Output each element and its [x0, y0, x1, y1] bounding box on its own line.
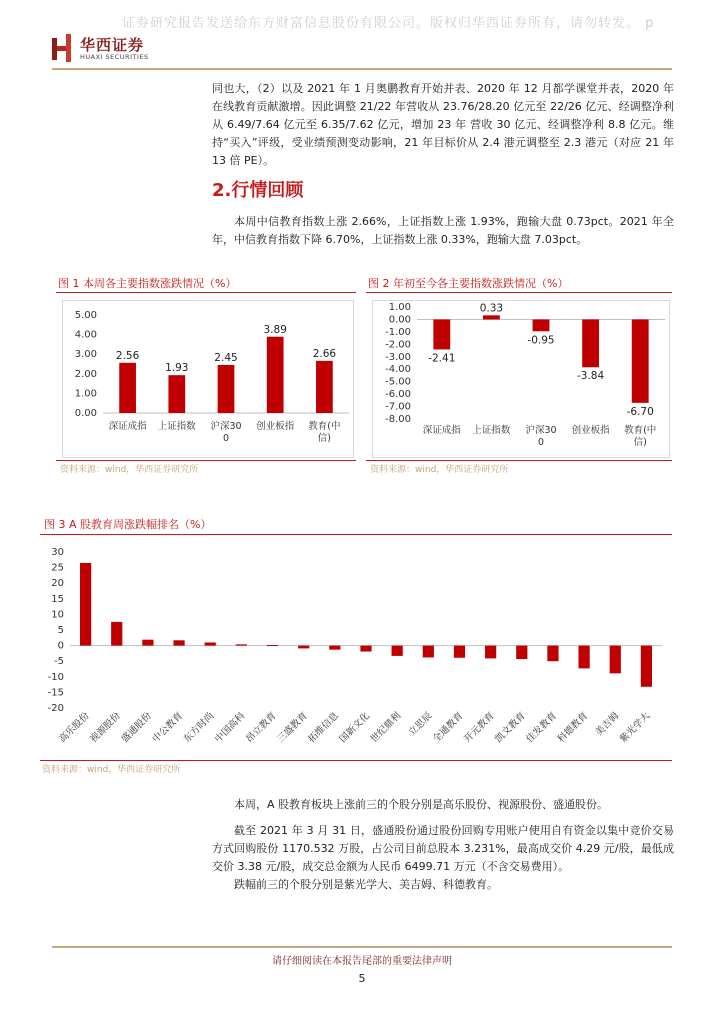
header-divider: [52, 68, 672, 70]
figure-3-bottom-rule: [40, 760, 672, 761]
fig1-data-label: 3.89: [263, 323, 287, 336]
fig3-category-label: 东方时尚: [181, 710, 217, 746]
body-paragraph-2: 截至 2021 年 3 月 31 日，盛通股份通过股份回购专用账户使用自有资金以集中竞价交易方式回购股份 1170.532 万股，占公司目前总股本 3.231%，最高成交价 4.29 元/股，最低成交价 3.38 元/股，成交总金额为人民币 6499.71 万元（不含交易费用）。: [212, 824, 674, 873]
fig3-bar: [392, 646, 403, 656]
fig1-bar: [119, 363, 136, 413]
fig1-data-label: 2.56: [115, 349, 140, 362]
fig3-y-tick-label: -10: [47, 671, 64, 683]
fig3-category-label: 美吉姆: [593, 710, 622, 739]
figure-1-source: 资料来源：wind，华西证券研究所: [60, 465, 199, 475]
fig2-category-label: 深证成指: [422, 425, 461, 436]
fig3-bar: [236, 644, 247, 645]
figure-1-chart: [63, 301, 353, 457]
fig3-category-label: 开元教育: [462, 710, 497, 746]
fig3-y-tick-label: 0: [57, 640, 64, 652]
fig3-y-tick-label: -15: [47, 687, 64, 699]
page-number: 5: [358, 972, 366, 985]
fig2-y-tick-label: -1.00: [385, 326, 411, 338]
fig3-category-label: 立思辰: [406, 710, 435, 739]
fig3-bar: [298, 646, 309, 649]
fig3-bar: [641, 646, 652, 687]
fig3-category-label: 佳发教育: [524, 710, 560, 746]
fig2-bar: [533, 319, 550, 331]
fig1-category-label: 信): [317, 433, 332, 444]
fig2-data-label: 0.33: [479, 302, 504, 315]
fig2-category-label: 0: [537, 437, 545, 448]
fig1-data-label: 2.45: [214, 351, 238, 364]
fig3-bar: [173, 640, 184, 645]
fig2-category-label: 信): [633, 437, 647, 448]
figure-2-chart: [373, 301, 669, 457]
fig3-y-tick-label: 15: [51, 593, 64, 605]
footer-legal-notice: 请仔细阅读在本报告尾部的重要法律声明: [272, 956, 452, 967]
fig3-y-tick-label: -5: [54, 656, 64, 668]
fig1-bar: [267, 337, 284, 413]
body-paragraph-1: 本周，A 股教育板块上涨前三的个股分别是高乐股份、视源股份、盛通股份。: [234, 798, 609, 811]
figure-2-top-rule: [366, 292, 672, 293]
logo-chinese-name: 华西证券: [80, 36, 145, 54]
figure-3-source: 资料来源：wind，华西证券研究所: [42, 765, 181, 775]
fig3-category-label: 拓维信息: [306, 710, 341, 746]
fig3-bar: [547, 646, 558, 662]
fig3-category-label: 三盛教育: [275, 710, 310, 746]
fig1-bar: [168, 375, 185, 413]
fig3-y-tick-label: 20: [51, 578, 64, 590]
fig3-category-label: 科德教育: [555, 710, 591, 746]
fig3-bar: [578, 646, 589, 669]
fig1-data-label: 1.93: [165, 362, 189, 375]
review-paragraph: 本周中信教育指数上涨 2.66%，上证指数上涨 1.93%，跑输大盘 0.73pct。2021 年全年，中信教育指数下降 6.70%，上证指数上涨 0.33%，跑输大盘 7.03pct。: [212, 215, 674, 246]
fig2-data-label: -6.70: [626, 405, 654, 418]
section-title: 2.行情回顾: [212, 180, 304, 201]
fig3-bar: [423, 646, 434, 658]
fig1-y-tick-label: 4.00: [74, 329, 97, 341]
fig1-y-tick-label: 3.00: [74, 349, 97, 361]
fig3-category-label: 全通教育: [430, 710, 466, 746]
fig3-category-label: 国新文化: [337, 710, 373, 746]
fig2-category-label: 沪深30: [525, 425, 557, 436]
fig3-category-label: 高乐股份: [57, 710, 92, 746]
fig3-category-label: 凯文教育: [493, 710, 528, 746]
intro-paragraph: 同也大，（2）以及 2021 年 1 月奥鹏教育开始并表、2020 年 12 月都学课堂并表，2020 年在线教育贡献激增。因此调整 21/22 年营收从 23.76/28.20 亿元至 22/26 亿元、经调整净利从 6.49/7.64 亿元至 6.35/7.62 亿元，增加 23 年 营收 30 亿元、经调整净利 8.8 亿元。维持“买入”评级，受业绩预测变动影响，21 年目标价从 2.4 港元调整至 2.3 港元（对应 21 年 13 倍 PE）。: [212, 82, 674, 167]
fig3-bar: [485, 646, 496, 659]
fig3-y-tick-label: 25: [51, 562, 64, 574]
fig1-category-label: 沪深30: [210, 421, 242, 432]
fig1-y-tick-label: 5.00: [74, 310, 97, 321]
fig3-y-tick-label: 30: [51, 547, 64, 558]
fig2-y-tick-label: -4.00: [385, 364, 411, 376]
fig3-category-label: 视源股份: [88, 710, 123, 746]
fig1-y-tick-label: 1.00: [74, 388, 97, 400]
logo-english-name: HUAXI SECURITIES: [80, 53, 149, 61]
fig3-bar: [454, 646, 465, 658]
fig2-bar: [582, 319, 599, 367]
fig3-bar: [142, 640, 153, 646]
fig3-category-label: 盛通股份: [119, 710, 155, 746]
fig3-category-label: 中国高科: [212, 710, 248, 746]
fig2-category-label: 教育(中: [624, 425, 657, 436]
figure-3-chart: [40, 540, 670, 758]
fig3-y-tick-label: 10: [51, 609, 64, 621]
fig2-data-label: -3.84: [577, 370, 605, 383]
logo-mark-icon: [52, 34, 74, 62]
body-paragraph-3: 跌幅前三的个股分别是紫光学大、美吉姆、科德教育。: [234, 878, 498, 891]
fig3-category-label: 世纪鼎利: [368, 710, 404, 746]
fig1-bar: [316, 361, 333, 413]
fig1-category-label: 深证成指: [108, 421, 147, 432]
fig1-category-label: 创业板指: [256, 421, 295, 432]
fig2-y-tick-label: -8.00: [385, 414, 411, 425]
fig1-y-tick-label: 2.00: [74, 368, 97, 380]
fig3-bar: [111, 622, 122, 646]
fig3-bar: [610, 646, 621, 674]
figure-1-chart-frame: [62, 300, 354, 458]
fig3-y-tick-label: -20: [47, 703, 64, 714]
fig3-category-label: 昂立教育: [243, 710, 279, 746]
company-logo: [52, 32, 162, 66]
fig3-y-tick-label: 5: [57, 625, 64, 636]
fig1-data-label: 2.66: [312, 347, 337, 360]
figure-3-chart-frame: [40, 540, 670, 758]
fig1-category-label: 上证指数: [157, 421, 196, 432]
fig1-y-tick-label: 0.00: [74, 408, 97, 419]
figure-1-title: 图 1 本周各主要指数涨跌情况（%）: [58, 277, 237, 290]
fig2-y-tick-label: -2.00: [385, 339, 411, 351]
fig2-y-tick-label: -3.00: [385, 351, 411, 363]
fig3-bar: [205, 642, 216, 645]
fig2-y-tick-label: -6.00: [385, 389, 411, 401]
figure-2-source: 资料来源：wind，华西证券研究所: [370, 465, 509, 475]
figure-3-top-rule: [40, 534, 672, 535]
fig2-bar: [632, 319, 649, 402]
fig1-category-label: 教育(中: [308, 421, 341, 432]
figure-3-title: 图 3 A 股教育周涨跌幅排名（%）: [44, 518, 212, 531]
fig2-bar: [433, 319, 450, 349]
figure-1-bottom-rule: [56, 460, 356, 461]
figure-2-title: 图 2 年初至今各主要指数涨跌情况（%）: [368, 277, 569, 290]
fig3-bar: [516, 646, 527, 659]
fig3-bar: [80, 563, 91, 646]
fig3-category-label: 紫光学大: [617, 710, 653, 746]
fig3-bar: [329, 646, 340, 650]
fig2-y-tick-label: 0.00: [388, 314, 411, 326]
fig2-category-label: 创业板指: [571, 425, 610, 436]
footer-divider: [52, 946, 672, 948]
fig2-y-tick-label: -5.00: [385, 376, 411, 388]
fig2-data-label: -2.41: [428, 352, 456, 365]
watermark-text: 证券研究报告发送给东方财富信息股份有限公司。版权归华西证券所有，请勿转发。 p: [122, 16, 655, 31]
fig2-bar: [483, 315, 500, 319]
fig1-category-label: 0: [222, 433, 230, 444]
fig2-data-label: -0.95: [527, 334, 555, 347]
figure-2-chart-frame: [372, 300, 670, 458]
fig2-y-tick-label: -7.00: [385, 401, 411, 413]
fig3-bar: [360, 646, 371, 652]
figure-1-top-rule: [56, 292, 356, 293]
fig2-category-label: 上证指数: [472, 425, 511, 436]
fig3-category-label: 中公教育: [150, 710, 186, 746]
figure-2-bottom-rule: [366, 460, 672, 461]
fig2-y-tick-label: 1.00: [388, 302, 411, 313]
fig1-bar: [218, 365, 235, 413]
fig3-bar: [267, 645, 278, 646]
